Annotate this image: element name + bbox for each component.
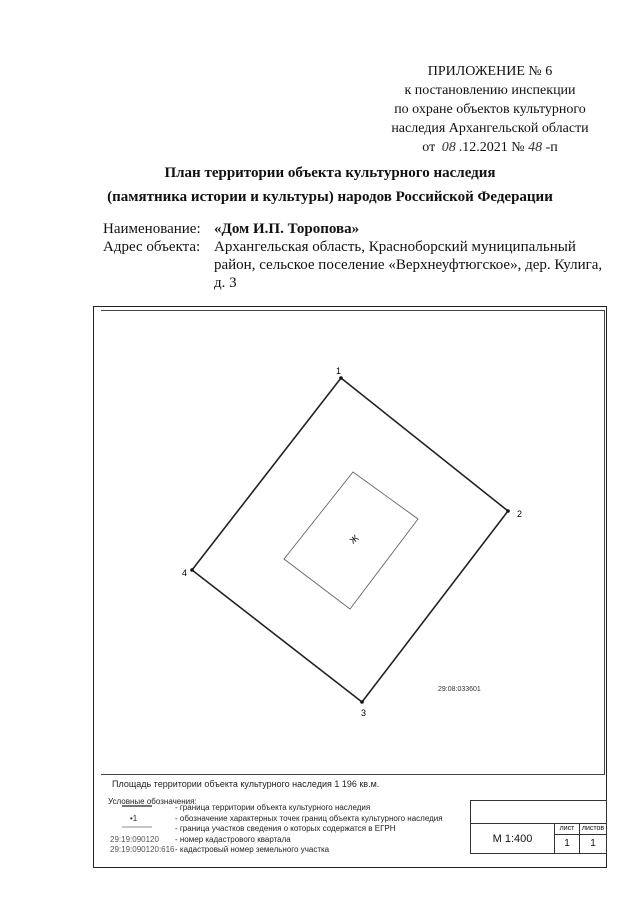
stamp-top-cell [470,800,607,824]
stamp-sheets-value: 1 [590,838,596,849]
appendix-line-2: к постановлению инспекции [404,83,576,98]
legend-item-parcel: - граница участков сведения о которых содержатся в ЕГРН [175,824,396,833]
stamp-sheets-value-cell [579,834,607,854]
date-day-handwritten: 08 [441,140,456,155]
stamp-sheet-value-cell [554,834,580,854]
point-label-1: 1 [336,366,342,376]
stamp-sheets-label: листов [581,825,605,832]
appendix-line-4: наследия Архангельской области [391,121,589,136]
area-text: Площадь территории объекта культурного наследия 1 196 кв.м. [112,779,380,789]
legend-symbol-point: •1 [130,814,138,823]
appendix-line-3: по охране объектов культурного [394,102,586,117]
cadastral-quarter-label: 29:08:033601 [438,686,481,693]
point-label-3: 3 [361,708,367,718]
stamp-scale-cell [470,823,555,854]
name-value: «Дом И.П. Торопова» [214,221,360,237]
point-marker-4 [190,568,194,572]
date-rest: .12.2021 № [458,140,525,155]
address-line-1: Архангельская область, Красноборский муниципальный [214,239,576,255]
address-line-2: район, сельское поселение «Верхнеуфтюгское», дер. Кулига, [214,257,603,273]
appendix-title: ПРИЛОЖЕНИЕ № 6 [427,64,553,79]
doc-suffix: -п [545,140,558,155]
stamp-scale: М 1:400 [492,833,533,845]
legend-item-cadastral: - кадастровый номер земельного участка [175,845,330,854]
point-marker-2 [506,509,510,513]
legend-header: Условные обозначения: [108,797,197,806]
point-label-2: 2 [517,509,523,519]
date-prefix: от [422,140,436,155]
point-marker-1 [339,376,343,380]
stamp-sheet-value: 1 [564,838,570,849]
address-line-3: д. 3 [214,275,237,291]
point-marker-3 [360,700,364,704]
building-mark: Ж [347,532,361,546]
doc-number-handwritten: 48 [528,140,543,155]
point-label-4: 4 [182,568,188,578]
plan-title-line-2: (памятника истории и культуры) народов Российской Федерации [107,189,553,205]
name-label: Наименование: [103,221,201,237]
legend-item-boundary: - граница территории объекта культурного наследия [175,803,371,812]
address-label: Адрес объекта: [103,239,201,255]
plan-title-line-1: План территории объекта культурного наследия [164,165,496,181]
legend-symbol-cadastral: 29:19:090120:616 [110,845,175,854]
legend-item-quarter: - номер кадастрового квартала [175,835,291,844]
legend-symbol-quarter: 29:19:090120 [110,835,159,844]
legend-item-point: - обозначение характерных точек границ объекта культурного наследия [175,814,443,823]
stamp-sheet-label: лист [559,825,575,832]
